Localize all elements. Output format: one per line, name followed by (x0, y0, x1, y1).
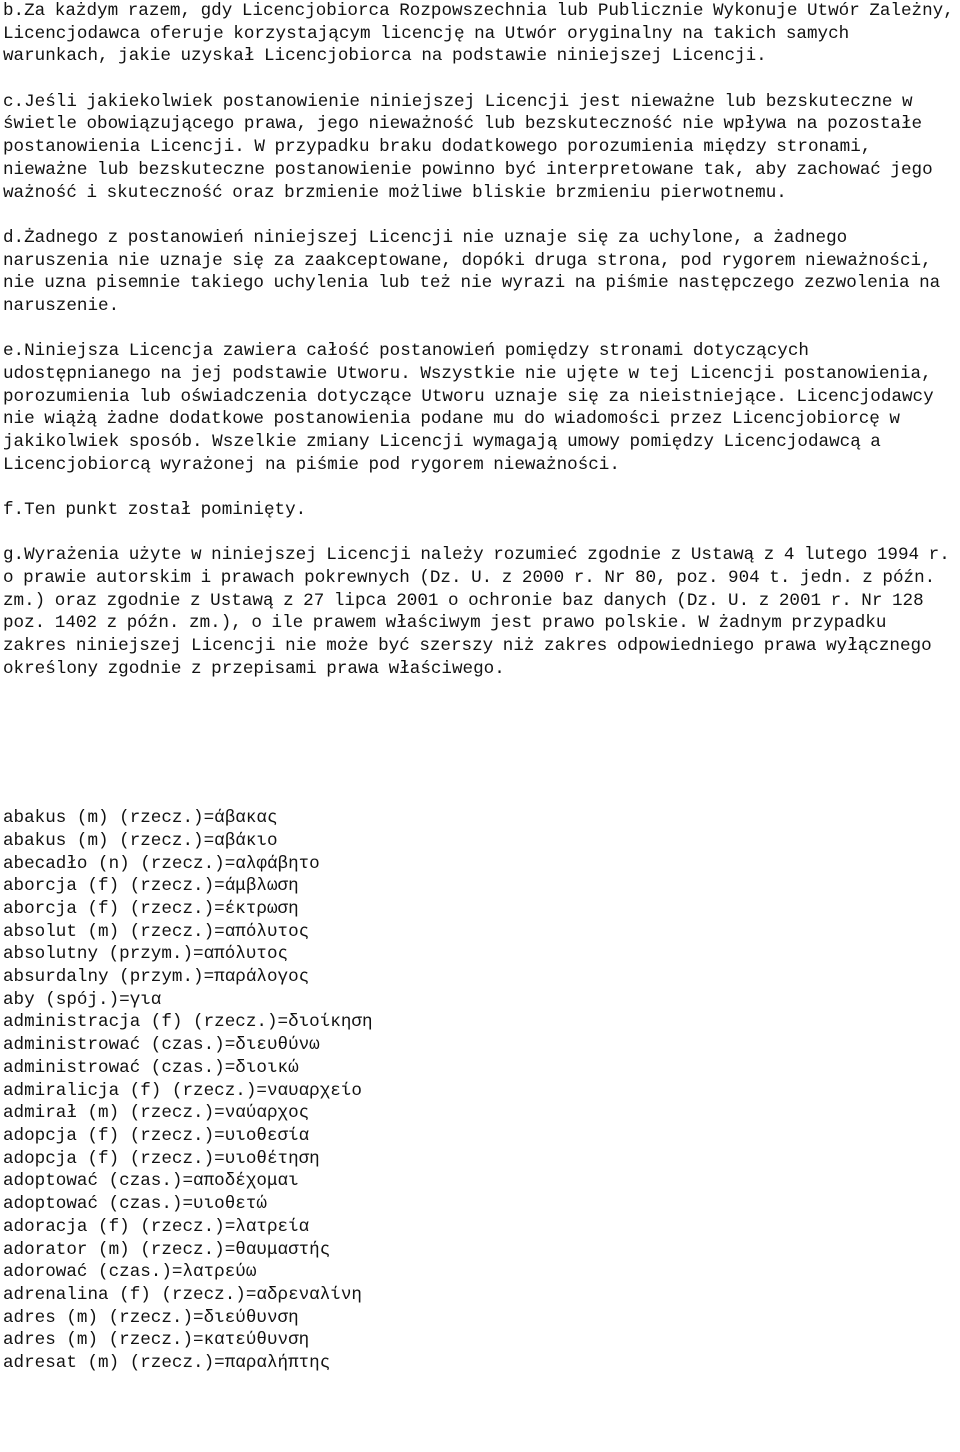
clause-letter: f. (3, 500, 25, 521)
clause-letter: e. (3, 341, 25, 362)
dictionary-entry: abakus (m) (rzecz.)=αβάκιο (3, 830, 278, 851)
dictionary-entry: admiralicja (f) (rzecz.)=ναυαρχείο (3, 1080, 362, 1101)
clause-letter: c. (3, 91, 25, 112)
dictionary-entry: adoracja (f) (rzecz.)=λατρεία (3, 1216, 310, 1237)
dictionary-entry: absolut (m) (rzecz.)=απόλυτος (3, 921, 310, 942)
clause-text: Jeśli jakiekolwiek postanowienie niniejszej Licencji jest nieważne lub bezskuteczne w świetle obowiązującego prawa, jego nieważność lub bezskuteczność nie wpływa na pozostałe postanowienia Licencji. W przypadku braku dodatkowego porozumienia między stronami, nieważne lub bezskuteczne postanowienie powinno być interpretowane tak, aby zachować jego ważność i skuteczność oraz brzmienie możliwe bliskie brzmieniu pierwotnemu. (3, 91, 933, 203)
dictionary-entry: absolutny (przym.)=απόλυτος (3, 944, 289, 965)
clause-text: Żadnego z postanowień niniejszej Licencji nie uznaje się za uchylone, a żadnego naruszenia nie uznaje się za zaakceptowane, dopóki druga strona, pod rygorem nieważności, nie uzna pisemnie takiego uchylenia lub też nie wyrazi na piśmie następczego zezwolenia na naruszenie. (3, 227, 941, 316)
dictionary-entry: abecadło (n) (rzecz.)=αλφάβητο (3, 853, 320, 874)
clause-f (3, 499, 958, 522)
dictionary-entry: adoptować (czas.)=αποδέχομαι (3, 1171, 299, 1192)
dictionary-entry: aby (spój.)=για (3, 989, 162, 1010)
clause-text: Wyrażenia użyte w niniejszej Licencji należy rozumieć zgodnie z Ustawą z 4 lutego 1994 r. o prawie autorskim i prawach pokrewnych (Dz. U. z 2000 r. Nr 80, poz. 904 t. jedn. z późn. zm.) oraz zgodnie z Ustawą z 27 lipca 2001 o ochronie baz danych (Dz. U. z 2001 r. Nr 128 poz. 1402 z późn. zm.), o ile prawem właściwym jest prawo polskie. W żadnym przypadku zakres niniejszej Licencji nie może być szerszy niż zakres odpowiedniego prawa wyłącznego określony zgodnie z przepisami prawa właściwego. (3, 545, 950, 679)
clause-text: Za każdym razem, gdy Licencjobiorca Rozpowszechnia lub Publicznie Wykonuje Utwór Zależny, Licencjodawca oferuje korzystającym licencję na Utwór oryginalny na takich samych warunkach, jakie uzyskał Licencjobiorca na podstawie niniejszej Licencji. (3, 1, 954, 67)
dictionary-entry: admirał (m) (rzecz.)=ναύαρχος (3, 1103, 310, 1124)
dictionary-entry: adopcja (f) (rzecz.)=υιοθέτηση (3, 1148, 320, 1169)
clause-letter: b. (3, 1, 25, 21)
clause-text: Ten punkt został pominięty. (24, 500, 307, 521)
document-page (3, 0, 958, 1375)
dictionary-entry: aborcja (f) (rzecz.)=άμβλωση (3, 876, 299, 897)
dictionary-entry: adres (m) (rzecz.)=διεύθυνση (3, 1307, 299, 1328)
clause-g (3, 544, 958, 680)
section-gap (3, 703, 958, 807)
dictionary-entry: abakus (m) (rzecz.)=άβακας (3, 808, 278, 829)
dictionary-entry: adrenalina (f) (rzecz.)=αδρεναλίνη (3, 1284, 362, 1305)
clause-d (3, 227, 958, 318)
dictionary-entry: adorator (m) (rzecz.)=θαυμαστής (3, 1239, 331, 1260)
dictionary-entry: adopcja (f) (rzecz.)=υιοθεσία (3, 1125, 310, 1146)
clause-text: Niniejsza Licencja zawiera całość postanowień pomiędzy stronami dotyczących udostępnianego na jej podstawie Utworu. Wszystkie nie ujęte w tej Licencji postanowienia, porozumienia lub oświadczenia dotyczące Utworu uznaje się za nieistniejące. Licencjodawcy nie wiążą żadne dodatkowe postanowienia podane mu do wiadomości przez Licencjobiorcę w jakikolwiek sposób. Wszelkie zmiany Licencji wymagają umowy pomiędzy Licencjodawcą a Licencjobiorcą wyrażonej na piśmie pod rygorem nieważności. (3, 341, 934, 475)
clause-letter: g. (3, 545, 25, 566)
dictionary-entry: absurdalny (przym.)=παράλογος (3, 967, 310, 988)
clause-b (3, 0, 958, 68)
dictionary-entry: administrować (czas.)=διοικώ (3, 1057, 299, 1078)
dictionary-list (3, 807, 958, 1375)
dictionary-entry: adoptować (czas.)=υιοθετώ (3, 1194, 267, 1215)
dictionary-entry: adresat (m) (rzecz.)=παραλήπτης (3, 1353, 331, 1374)
dictionary-entry: administracja (f) (rzecz.)=διοίκηση (3, 1012, 373, 1033)
clause-e (3, 340, 958, 476)
dictionary-entry: administrować (czas.)=διευθύνω (3, 1035, 320, 1056)
clause-c (3, 91, 958, 205)
dictionary-entry: adorować (czas.)=λατρεύω (3, 1262, 257, 1283)
dictionary-entry: adres (m) (rzecz.)=κατεύθυνση (3, 1330, 310, 1351)
clause-letter: d. (3, 227, 25, 248)
dictionary-entry: aborcja (f) (rzecz.)=έκτρωση (3, 898, 299, 919)
